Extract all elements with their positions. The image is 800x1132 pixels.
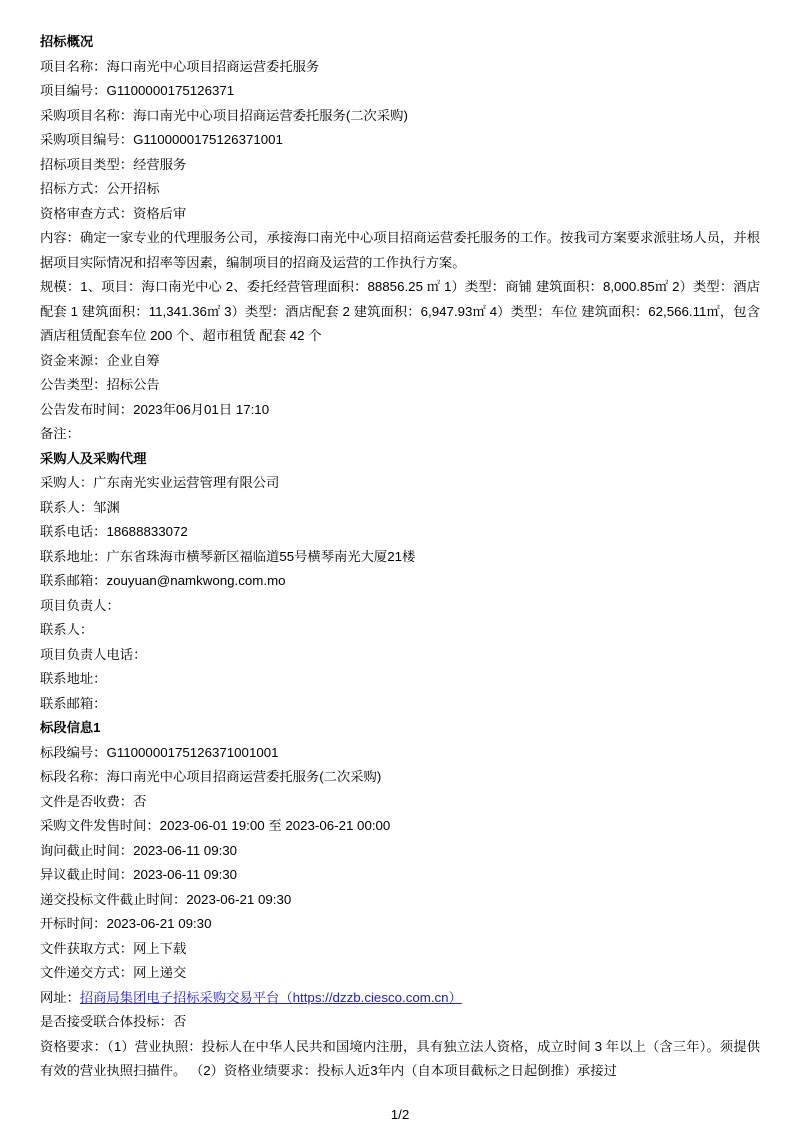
field-announcement-publish-time: 公告发布时间：2023年06月01日 17:10 (40, 401, 270, 417)
page-number: 1/2 (390, 1107, 410, 1122)
field-contact-email: 联系邮箱：zouyuan@namkwong.com.mo (40, 573, 286, 588)
field-objection-deadline: 异议截止时间：2023-06-11 09:30 (40, 867, 238, 882)
field-project-name: 项目名称：海口南光中心项目招商运营委托服务 (40, 58, 320, 74)
section-heading-tender-overview: 招标概况 (40, 34, 94, 49)
field-agent-contact-person: 联系人： (40, 622, 94, 637)
field-contact-address: 联系地址：广东省珠海市横琴新区福临道55号横琴南光大厦21楼 (40, 548, 416, 564)
field-qualification-requirements: 资格要求：（1）营业执照：投标人在中华人民共和国境内注册，具有独立法人资格，成立时间 3 年以上（含三年）。须提供有效的营业执照扫描件。 （2）资格业绩要求：投标人近3年内（自本项目截标之日起倒推）承接过 (40, 1038, 760, 1078)
field-contact-phone: 联系电话：18688833072 (40, 524, 188, 539)
website-link[interactable]: 招商局集团电子招标采购交易平台（https://dzzb.ciesco.com.cn） (79, 989, 462, 1005)
document-body (40, 30, 760, 1084)
field-bid-opening-time: 开标时间：2023-06-21 09:30 (40, 916, 212, 931)
field-purchaser: 采购人：广东南光实业运营管理有限公司 (40, 475, 280, 490)
field-website (40, 986, 760, 1011)
field-bid-submission-deadline: 递交投标文件截止时间：2023-06-21 09:30 (40, 891, 292, 907)
field-project-leader-phone: 项目负责人电话： (40, 646, 147, 662)
website-label: 网址： (40, 989, 80, 1005)
field-document-fee-required: 文件是否收费：否 (40, 793, 147, 809)
field-lot-number: 标段编号：G1100000175126371001001 (40, 744, 279, 760)
field-funding-source: 资金来源：企业自筹 (40, 352, 160, 368)
field-remarks: 备注： (40, 426, 80, 441)
section-heading-purchaser-and-agent: 采购人及采购代理 (40, 450, 147, 466)
field-document-sale-time: 采购文件发售时间：2023-06-01 19:00 至 2023-06-21 00:00 (40, 818, 391, 833)
field-project-number: 项目编号：G1100000175126371 (40, 83, 235, 98)
field-agent-contact-email: 联系邮箱： (40, 695, 107, 711)
field-project-leader: 项目负责人： (40, 597, 120, 613)
field-scale: 规模：1、项目：海口南光中心 2、委托经营管理面积：88856.25 ㎡ 1）类型：商铺 建筑面积：8,000.85㎡ 2）类型：酒店配套 1 建筑面积：11,341.36㎡ 3）类型：酒店配套 2 建筑面积：6,947.93㎡ 4）类型：车位 建筑面积：62,566.11㎡，包含酒店租赁配套车位 200 个、超市租赁 配套 42 个 (40, 279, 760, 343)
field-tender-method: 招标方式：公开招标 (40, 181, 160, 196)
field-lot-name: 标段名称：海口南光中心项目招商运营委托服务(二次采购) (40, 769, 382, 784)
field-qualification-review-method: 资格审查方式：资格后审 (40, 205, 187, 221)
field-purchase-project-name: 采购项目名称：海口南光中心项目招商运营委托服务(二次采购) (40, 107, 408, 123)
field-purchase-project-number: 采购项目编号：G1100000175126371001 (40, 132, 283, 147)
field-tender-project-type: 招标项目类型：经营服务 (40, 156, 187, 172)
field-contact-person: 联系人：邹渊 (40, 499, 120, 515)
field-announcement-type: 公告类型：招标公告 (40, 377, 160, 392)
field-agent-contact-address: 联系地址： (40, 671, 107, 686)
field-document-acquisition-method: 文件获取方式：网上下载 (40, 940, 187, 956)
field-accept-consortium-bid: 是否接受联合体投标：否 (40, 1014, 187, 1029)
field-content: 内容：确定一家专业的代理服务公司，承接海口南光中心项目招商运营委托服务的工作。按我司方案要求派驻场人员，并根据项目实际情况和招率等因素，编制项目的招商及运营的工作执行方案。 (40, 230, 760, 270)
field-document-submission-method: 文件递交方式：网上递交 (40, 965, 187, 980)
field-inquiry-deadline: 询问截止时间：2023-06-11 09:30 (40, 842, 238, 858)
section-heading-lot-information: 标段信息1 (40, 720, 101, 735)
